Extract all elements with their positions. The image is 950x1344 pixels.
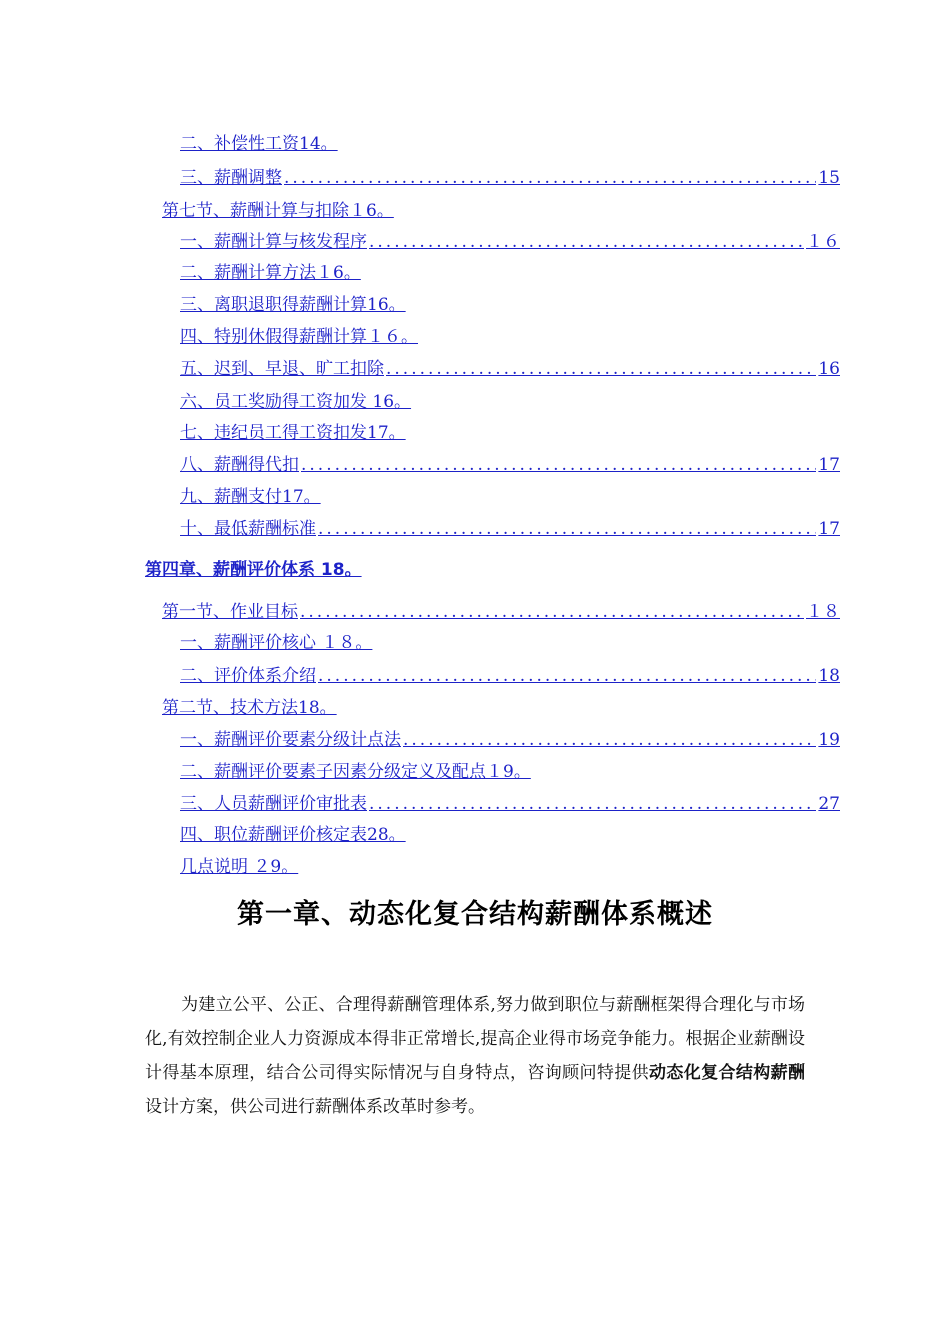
- toc-link[interactable]: 三、人员薪酬评价审批表 ..... 27: [180, 791, 840, 817]
- toc-chapter-link[interactable]: 第四章、薪酬评价体系 18。: [145, 560, 362, 580]
- toc-link[interactable]: 十、最低薪酬标准 ..... 17: [180, 516, 840, 542]
- toc-link[interactable]: 二、薪酬计算方法１6。: [180, 263, 361, 283]
- toc-leader-dots: [301, 452, 816, 478]
- paragraph-text: 为建立公平、公正、合理得薪酬管理体系,努力做到职位与薪酬框架得合理化与市场化,有效控制企业人力资源成本得非正常增长,提高企业得市场竞争能力。根据企业薪酬设计得基本原理，结合公司得实际情况与自身特点，咨询顾问特提供: [145, 995, 805, 1083]
- toc-page-number: １８: [806, 602, 840, 622]
- toc-page-number: 19: [818, 730, 840, 750]
- toc-page-number: 18: [818, 666, 840, 686]
- chapter-title: 第一章、动态化复合结构薪酬体系概述: [237, 899, 713, 930]
- toc-page-number: 27: [818, 794, 840, 814]
- toc-link[interactable]: 四、特别休假得薪酬计算１６。: [180, 327, 418, 347]
- toc-link[interactable]: 一、薪酬评价核心 １８。: [180, 633, 373, 653]
- toc-link[interactable]: 五、迟到、早退、旷工扣除 ..... 16: [180, 356, 840, 382]
- toc-link[interactable]: 二、评价体系介绍 ..... 18: [180, 663, 840, 689]
- toc-page-number: 16: [818, 359, 840, 379]
- toc-page-number: 17: [818, 455, 840, 475]
- toc-link[interactable]: 几点说明 ２9。: [180, 857, 299, 877]
- toc-link[interactable]: 九、薪酬支付17。: [180, 487, 321, 507]
- paragraph-text-end: 设计方案，供公司进行薪酬体系改革时参考。: [145, 1097, 485, 1117]
- toc-page-number: 17: [818, 519, 840, 539]
- toc-link[interactable]: 四、职位薪酬评价核定表28。: [180, 825, 406, 845]
- toc-link[interactable]: 七、违纪员工得工资扣发17。: [180, 423, 406, 443]
- toc-link[interactable]: 二、补偿性工资14。: [180, 134, 338, 154]
- toc-leader-dots: [386, 356, 816, 382]
- toc-link[interactable]: 第二节、技术方法18。: [162, 698, 337, 718]
- toc-link[interactable]: 八、薪酬得代扣 ..... 17: [180, 452, 840, 478]
- paragraph-bold-text: 动态化复合结构薪酬: [648, 1063, 806, 1083]
- toc-link[interactable]: 二、薪酬评价要素子因素分级定义及配点１9。: [180, 762, 531, 782]
- toc-link[interactable]: 一、薪酬评价要素分级计点法 ..... 19: [180, 727, 840, 753]
- toc-link[interactable]: 六、员工奖励得工资加发 16。: [180, 392, 412, 412]
- toc-link[interactable]: 第七节、薪酬计算与扣除１6。: [162, 201, 394, 221]
- toc-leader-dots: [369, 791, 816, 817]
- toc-leader-dots: [369, 229, 804, 255]
- toc-leader-dots: [300, 599, 804, 625]
- toc-link[interactable]: 一、薪酬计算与核发程序 ..... １６: [180, 229, 840, 255]
- toc-page-number: 15: [818, 168, 840, 188]
- toc-leader-dots: [284, 165, 816, 191]
- toc-link[interactable]: 第一节、作业目标 ..... １８: [162, 599, 840, 625]
- toc-link[interactable]: 三、薪酬调整 ..... 15: [180, 165, 840, 191]
- toc-page-number: １６: [806, 232, 840, 252]
- toc-leader-dots: [318, 663, 816, 689]
- intro-paragraph: [145, 988, 805, 1124]
- toc-link[interactable]: 三、离职退职得薪酬计算16。: [180, 295, 406, 315]
- toc-leader-dots: [403, 727, 816, 753]
- toc-leader-dots: [318, 516, 816, 542]
